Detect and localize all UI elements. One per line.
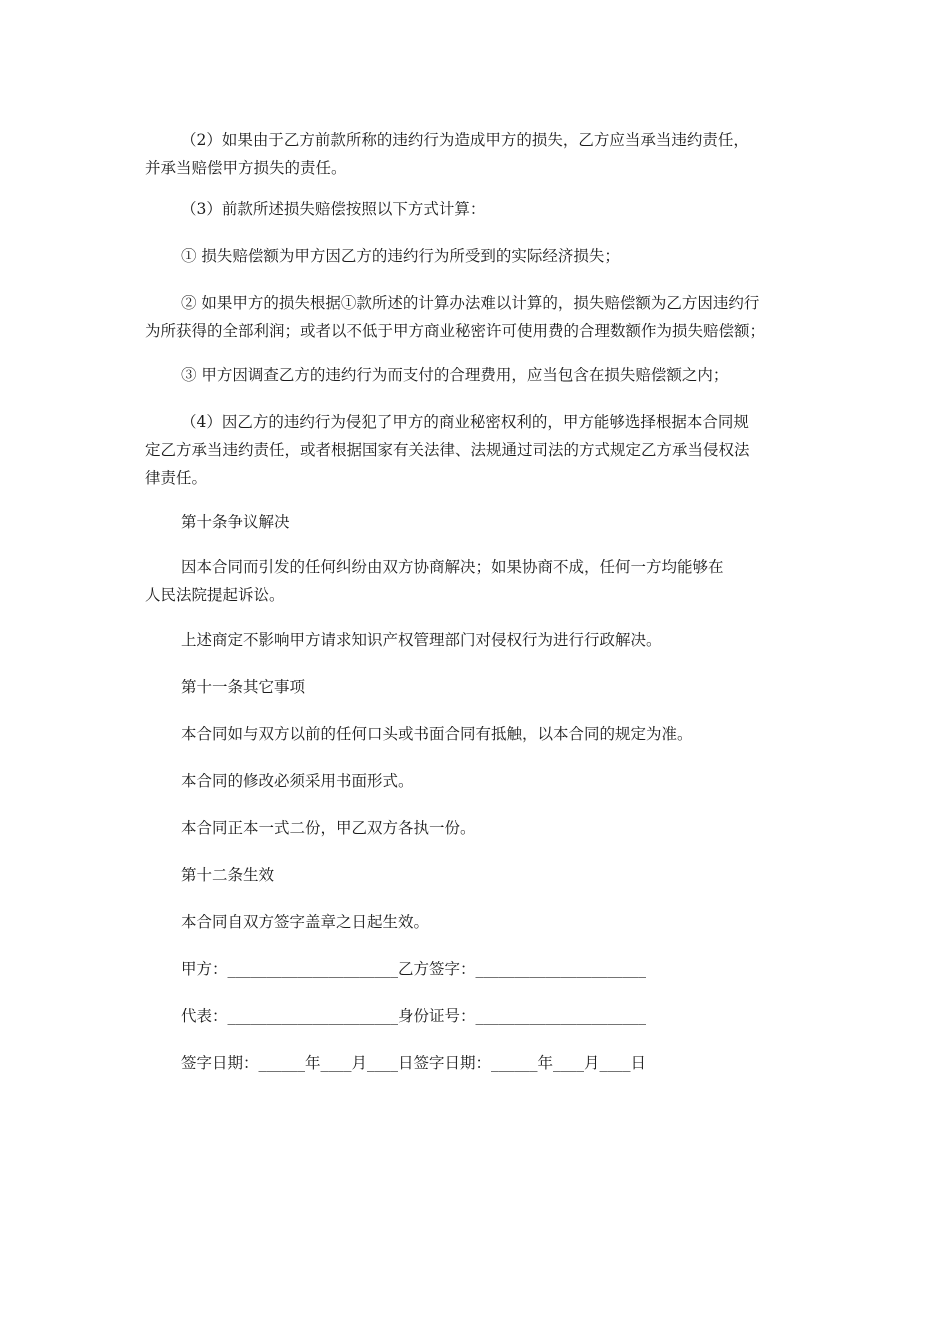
article-10-paragraph-2: 上述商定不影响甲方请求知识产权管理部门对侵权行为进行行政解决。 xyxy=(181,631,662,649)
clause-2-line-1: （2）如果由于乙方前款所称的违约行为造成甲方的损失，乙方应当承当违约责任， xyxy=(181,131,749,149)
clause-4-line-3: 律责任。 xyxy=(145,469,208,487)
article-11-title: 第十一条其它事项 xyxy=(181,678,306,696)
item-2-line-1: ② 如果甲方的损失根据①款所述的计算办法难以计算的，损失赔偿额为乙方因违约行 xyxy=(181,294,760,312)
article-12-title: 第十二条生效 xyxy=(181,866,275,884)
item-3-text: ③ 甲方因调查乙方的违约行为而支付的合理费用，应当包含在损失赔偿额之内； xyxy=(181,366,729,384)
item-1-text: ① 损失赔偿额为甲方因乙方的违约行为所受到的实际经济损失； xyxy=(181,247,620,265)
article-10-paragraph-1 xyxy=(145,553,815,609)
signature-row-representative: 代表：______________________身份证号：______________________ xyxy=(181,1007,647,1025)
signature-row-dates: 签字日期：______年____月____日签字日期：______年____月____日 xyxy=(181,1054,647,1072)
item-2 xyxy=(145,289,815,345)
clause-2-line-2: 并承当赔偿甲方损失的责任。 xyxy=(145,159,347,177)
clause-4 xyxy=(145,408,815,492)
item-1 xyxy=(145,242,815,270)
article-11-paragraph-1: 本合同如与双方以前的任何口头或书面合同有抵触，以本合同的规定为准。 xyxy=(181,725,693,743)
article-10-title: 第十条争议解决 xyxy=(181,513,290,531)
item-3 xyxy=(145,361,815,389)
clause-3-text: （3）前款所述损失赔偿按照以下方式计算： xyxy=(181,200,486,218)
signature-row-party-a: 甲方：______________________乙方签字：______________________ xyxy=(181,960,647,978)
clause-4-line-2: 定乙方承当违约责任，或者根据国家有关法律、法规通过司法的方式规定乙方承当侵权法 xyxy=(145,441,750,459)
article-11-paragraph-2: 本合同的修改必须采用书面形式。 xyxy=(181,772,414,790)
article-12-paragraph-1: 本合同自双方签字盖章之日起生效。 xyxy=(181,913,430,931)
article-10-p1-line-1: 因本合同而引发的任何纠纷由双方协商解决；如果协商不成，任何一方均能够在 xyxy=(181,558,724,576)
clause-2 xyxy=(145,126,815,182)
article-11-paragraph-3: 本合同正本一式二份，甲乙双方各执一份。 xyxy=(181,819,476,837)
clause-3 xyxy=(145,195,815,223)
item-2-line-2: 为所获得的全部利润；或者以不低于甲方商业秘密许可使用费的合理数额作为损失赔偿额； xyxy=(145,322,766,340)
clause-4-line-1: （4）因乙方的违约行为侵犯了甲方的商业秘密权利的，甲方能够选择根据本合同规 xyxy=(181,413,749,431)
article-10-p1-line-2: 人民法院提起诉讼。 xyxy=(145,586,285,604)
